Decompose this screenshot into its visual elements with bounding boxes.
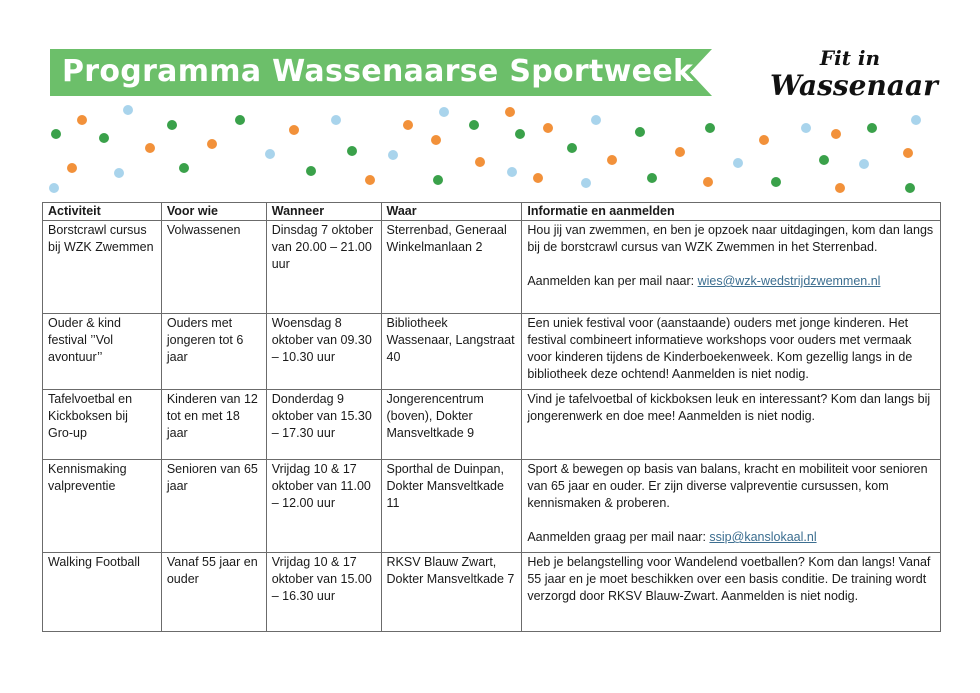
confetti-dot [733, 158, 743, 168]
table-row [43, 460, 941, 553]
confetti-dot [388, 150, 398, 160]
logo-line-1: Fit in [819, 46, 881, 70]
confetti-dot [675, 147, 685, 157]
header-wanneer: Wanneer [266, 203, 381, 221]
page-title: Programma Wassenaarse Sportweek [62, 54, 694, 89]
cell-waar: RKSV Blauw Zwart, Dokter Mansveltkade 7 [381, 553, 522, 632]
confetti-dot [705, 123, 715, 133]
confetti-dot [431, 135, 441, 145]
cell-voor-wie: Volwassenen [161, 221, 266, 314]
confetti-dot [235, 115, 245, 125]
confetti-dot [475, 157, 485, 167]
logo-line-2: Wassenaar [770, 69, 938, 102]
cell-activiteit: Kennismaking valpreventie [43, 460, 162, 553]
confetti-dot [543, 123, 553, 133]
confetti-dot [505, 107, 515, 117]
cell-waar: Bibliotheek Wassenaar, Langstraat 40 [381, 314, 522, 390]
aanmelden-text: Aanmelden graag per mail naar: [527, 530, 710, 544]
confetti-dot [469, 120, 479, 130]
confetti-dot [331, 115, 341, 125]
cell-wanneer: Vrijdag 10 & 17 oktober van 11.00 – 12.00 uur [266, 460, 381, 553]
confetti-dot [703, 177, 713, 187]
cell-activiteit: Borstcrawl cursus bij WZK Zwemmen [43, 221, 162, 314]
cell-informatie [522, 221, 941, 314]
info-text: Hou jij van zwemmen, en ben je opzoek naar uitdagingen, kom dan langs bij de borstcrawl cursus van WZK Zwemmen in het Sterrenbad. [527, 223, 934, 254]
aanmelden-text: Aanmelden kan per mail naar: [527, 274, 698, 288]
confetti-dot [49, 183, 59, 193]
confetti-dot [515, 129, 525, 139]
confetti-dot [207, 139, 217, 149]
confetti-dot [801, 123, 811, 133]
table-header-row [43, 203, 941, 221]
cell-wanneer: Donderdag 9 oktober van 15.30 – 17.30 uur [266, 390, 381, 460]
cell-informatie: Heb je belangstelling voor Wandelend voetballen? Kom dan langs! Vanaf 55 jaar en je moet beschikken over een basis conditie. De training wordt verzorgd door RKSV Blauw-Zwart. Aanmelden is niet nodig. [522, 553, 941, 632]
cell-voor-wie: Senioren van 65 jaar [161, 460, 266, 553]
confetti-dot [533, 173, 543, 183]
cell-activiteit: Walking Football [43, 553, 162, 632]
confetti-dot [771, 177, 781, 187]
email-link[interactable]: ssip@kanslokaal.nl [709, 530, 817, 544]
cell-activiteit: Ouder & kind festival ’’Vol avontuur’’ [43, 314, 162, 390]
confetti-dot [647, 173, 657, 183]
confetti-dot [911, 115, 921, 125]
confetti-dot [903, 148, 913, 158]
header-waar: Waar [381, 203, 522, 221]
confetti-dot [759, 135, 769, 145]
program-table [42, 202, 941, 632]
cell-waar: Jongerencentrum (boven), Dokter Mansveltkade 9 [381, 390, 522, 460]
cell-informatie [522, 460, 941, 553]
cell-voor-wie: Vanaf 55 jaar en ouder [161, 553, 266, 632]
cell-wanneer: Dinsdag 7 oktober van 20.00 – 21.00 uur [266, 221, 381, 314]
confetti-dot [635, 127, 645, 137]
cell-activiteit: Tafelvoetbal en Kickboksen bij Gro-up [43, 390, 162, 460]
title-banner [50, 49, 712, 96]
cell-waar: Sporthal de Duinpan, Dokter Mansveltkade 11 [381, 460, 522, 553]
table-row [43, 221, 941, 314]
confetti-dot [306, 166, 316, 176]
confetti-dot [99, 133, 109, 143]
confetti-dot [835, 183, 845, 193]
confetti-dot [51, 129, 61, 139]
cell-voor-wie: Kinderen van 12 tot en met 18 jaar [161, 390, 266, 460]
header-voor-wie: Voor wie [161, 203, 266, 221]
confetti-dot [145, 143, 155, 153]
confetti-dot [167, 120, 177, 130]
confetti-dot [439, 107, 449, 117]
cell-informatie: Een uniek festival voor (aanstaande) ouders met jonge kinderen. Het festival combineert informatieve workshops voor ouders met vermaak voor kinderen tijdens de Kinderboekenweek. Kom gezellig langs in de bibliotheek deze ochtend! Aanmelden is niet nodig. [522, 314, 941, 390]
cell-wanneer: Woensdag 8 oktober van 09.30 – 10.30 uur [266, 314, 381, 390]
confetti-dot [179, 163, 189, 173]
confetti-dot [289, 125, 299, 135]
header-informatie: Informatie en aanmelden [522, 203, 941, 221]
cell-waar: Sterrenbad, Generaal Winkelmanlaan 2 [381, 221, 522, 314]
confetti-dot [591, 115, 601, 125]
info-text: Sport & bewegen op basis van balans, kracht en mobiliteit voor senioren van 65 jaar en ouder. Er zijn diverse valpreventie cursussen, kom kennismaken & proberen. [527, 462, 928, 510]
table-row [43, 553, 941, 632]
confetti-dot [831, 129, 841, 139]
header-activiteit: Activiteit [43, 203, 162, 221]
confetti-dot [607, 155, 617, 165]
confetti-dots-decoration [0, 100, 980, 195]
confetti-dot [403, 120, 413, 130]
confetti-dot [905, 183, 915, 193]
confetti-dot [567, 143, 577, 153]
cell-voor-wie: Ouders met jongeren tot 6 jaar [161, 314, 266, 390]
confetti-dot [265, 149, 275, 159]
confetti-dot [347, 146, 357, 156]
cell-informatie: Vind je tafelvoetbal of kickboksen leuk en interessant? Kom dan langs bij jongerenwerk en doe mee! Aanmelden is niet nodig. [522, 390, 941, 460]
confetti-dot [867, 123, 877, 133]
cell-wanneer: Vrijdag 10 & 17 oktober van 15.00 – 16.30 uur [266, 553, 381, 632]
confetti-dot [114, 168, 124, 178]
table-row [43, 314, 941, 390]
confetti-dot [77, 115, 87, 125]
confetti-dot [581, 178, 591, 188]
confetti-dot [507, 167, 517, 177]
table-row [43, 390, 941, 460]
confetti-dot [433, 175, 443, 185]
confetti-dot [67, 163, 77, 173]
confetti-dot [819, 155, 829, 165]
confetti-dot [365, 175, 375, 185]
confetti-dot [859, 159, 869, 169]
confetti-dot [123, 105, 133, 115]
email-link[interactable]: wies@wzk-wedstrijdzwemmen.nl [697, 274, 881, 288]
